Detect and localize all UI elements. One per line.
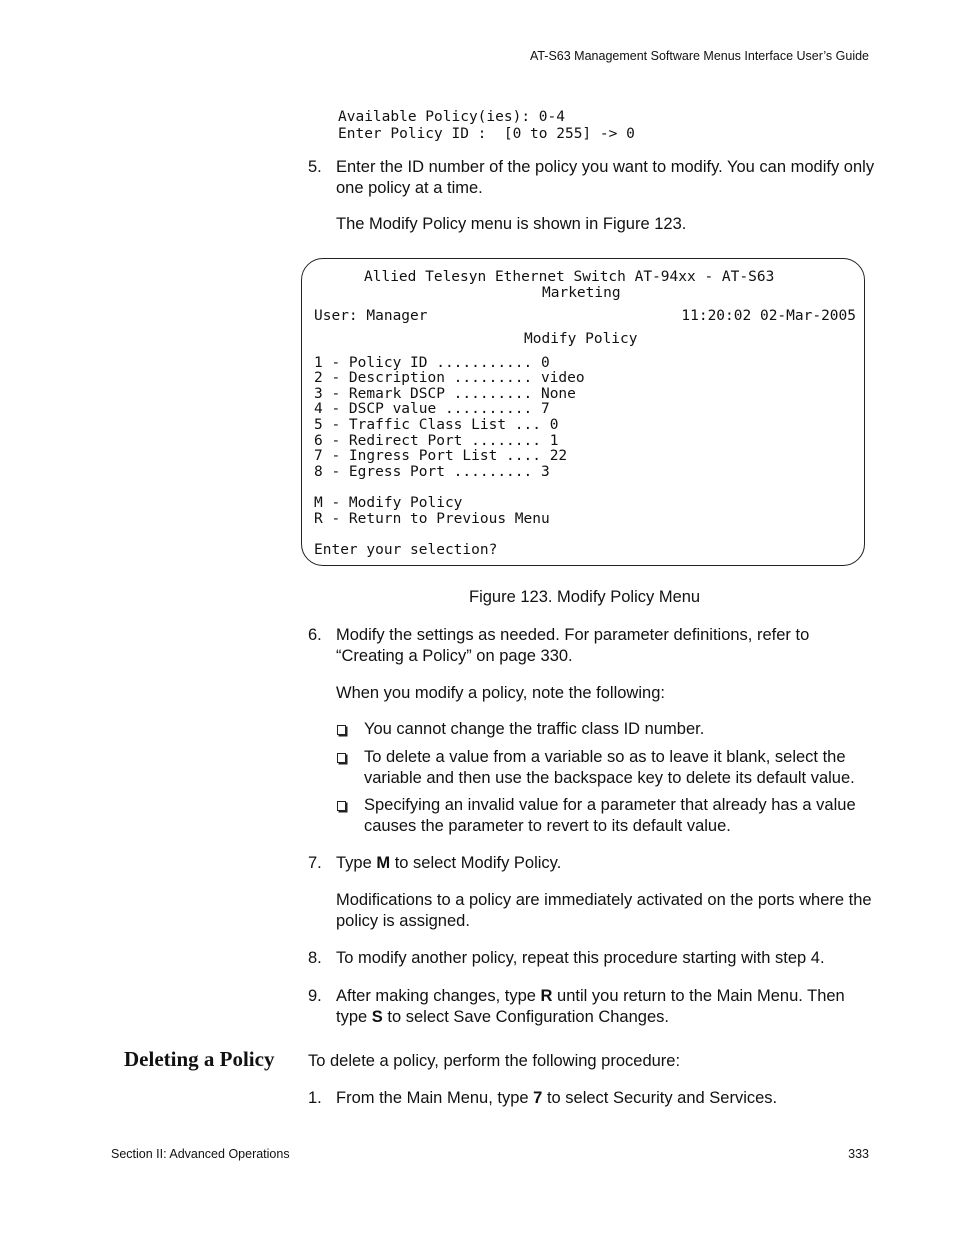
menu-item[interactable]: 7 - Ingress Port List .... 22: [314, 448, 568, 464]
screen-menu-title: Modify Policy: [524, 331, 638, 347]
section-intro: To delete a policy, perform the following procedure:: [308, 1052, 681, 1070]
footer-section: Section II: Advanced Operations: [111, 1147, 290, 1161]
checkbox-bullet-icon: [337, 725, 346, 735]
bullet-text: To delete a value from a variable so as to leave it blank, select the variable and then use the backspace key to delete its default value.: [364, 748, 855, 787]
screen-title: Allied Telesyn Ethernet Switch AT-94xx - AT-S63: [364, 269, 775, 285]
screen-subtitle: Marketing: [542, 285, 621, 301]
checkbox-bullet-icon: [337, 801, 346, 811]
policy-prompt-line1: Available Policy(ies): 0-4: [338, 109, 565, 125]
key-name: M: [376, 854, 391, 872]
terminal-screen: [301, 258, 865, 566]
step-text: Enter the ID number of the policy you want to modify. You can modify only one policy at a time.: [336, 158, 875, 197]
step-number: 9.: [308, 987, 322, 1005]
menu-item[interactable]: 5 - Traffic Class List ... 0: [314, 417, 559, 433]
step-text: To modify another policy, repeat this procedure starting with step 4.: [336, 949, 825, 967]
policy-prompt-line2: Enter Policy ID : [0 to 255] -> 0: [338, 126, 635, 142]
bullet-text: You cannot change the traffic class ID number.: [364, 720, 705, 738]
step-text: Modify the settings as needed. For parameter definitions, refer to “Creating a Policy” on page 330.: [336, 626, 810, 665]
key-name: S: [371, 1008, 383, 1026]
menu-item[interactable]: 8 - Egress Port ......... 3: [314, 464, 550, 480]
step-text: From the Main Menu, type 7 to select Security and Services.: [336, 1089, 778, 1107]
step-note: Modifications to a policy are immediately activated on the ports where the policy is assigned.: [336, 891, 872, 930]
key-name: 7: [533, 1089, 543, 1107]
step-number: 7.: [308, 854, 322, 872]
figure-caption: Figure 123. Modify Policy Menu: [469, 588, 701, 606]
step-number: 8.: [308, 949, 322, 967]
screen-user: User: Manager: [314, 308, 428, 324]
step-number: 1.: [308, 1089, 322, 1107]
bullet-text: Specifying an invalid value for a parameter that already has a value causes the parameter to revert to its default value.: [364, 796, 856, 835]
menu-item[interactable]: 4 - DSCP value .......... 7: [314, 401, 550, 417]
checkbox-bullet-icon: [337, 753, 346, 763]
menu-item[interactable]: 6 - Redirect Port ........ 1: [314, 433, 559, 449]
menu-command-modify[interactable]: M - Modify Policy: [314, 495, 463, 511]
selection-prompt[interactable]: Enter your selection?: [314, 542, 498, 558]
menu-item[interactable]: 1 - Policy ID ........... 0: [314, 355, 550, 371]
step-number: 6.: [308, 626, 322, 644]
menu-item[interactable]: 3 - Remark DSCP ......... None: [314, 386, 576, 402]
key-name: R: [540, 987, 553, 1005]
screen-timestamp: 11:20:02 02-Mar-2005: [681, 308, 856, 324]
running-header: AT-S63 Management Software Menus Interface User’s Guide: [529, 49, 869, 63]
menu-command-return[interactable]: R - Return to Previous Menu: [314, 511, 550, 527]
step-number: 5.: [308, 158, 322, 176]
section-heading: Deleting a Policy: [124, 1047, 275, 1071]
step-text: After making changes, type R until you return to the Main Menu. Then type S to select Save Configuration Changes.: [336, 987, 845, 1026]
step-note: When you modify a policy, note the following:: [336, 684, 665, 702]
page-number: 333: [848, 1147, 869, 1161]
step-note: The Modify Policy menu is shown in Figure 123.: [336, 215, 687, 233]
menu-item[interactable]: 2 - Description ......... video: [314, 370, 585, 386]
step-text: Type M to select Modify Policy.: [336, 854, 562, 872]
